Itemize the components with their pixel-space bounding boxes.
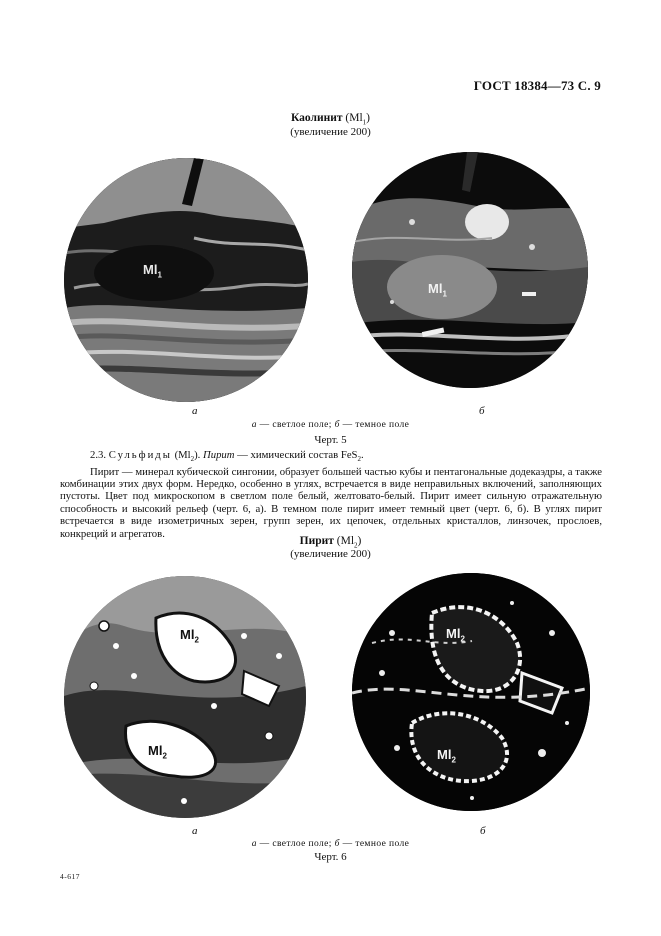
- figure5-magnification: (увеличение 200): [290, 126, 371, 138]
- figure6-mineral-label-b2-sub: 2: [451, 755, 456, 765]
- paragraph-2-3: [60, 449, 602, 466]
- figure5-mineral-label-a-text: Ml: [143, 262, 158, 277]
- figure5-title: [0, 112, 661, 126]
- figure5-title-close: ): [366, 112, 370, 124]
- paragraph-pyrite: Пирит — минерал кубической сингонии, образует большей частью кубы и пентагональные додекаэдры, а также комбинации этих двух форм. Нередко, особенно в углях, встречается в виде неправильных включений, заполняющих пустоты. Цвет под микроскопом в светлом поле белый, желтовато-белый. Пирит имеет сильную отражательную способность и высокий рельеф (черт. 6, а). В темном поле пирит имеет темный цвет (черт. 6, б). В углях пирит встречается в виде изометричных зерен, групп зерен, их цепочек, отдельных кристаллов, линзочек, прослоев, конкреций и агрегатов.: [60, 465, 602, 540]
- figure5-mineral-label-b-sub: 1: [442, 289, 447, 299]
- figure5-mineral-label-a: [143, 262, 162, 280]
- figure5-mineral-label-a-sub: 1: [157, 270, 162, 280]
- figure5-title-sub: 1: [362, 118, 367, 127]
- figure6-legend: [0, 839, 661, 849]
- figure5-legend: [0, 420, 661, 430]
- figure5-caption: Черт. 5: [314, 434, 347, 446]
- section-number: 2.3.: [90, 449, 109, 461]
- figure6-mineral-label-b1: [446, 626, 465, 644]
- figure5-legend-a: а: [251, 420, 257, 430]
- figure6-title-mark: (Ml: [336, 535, 355, 547]
- figure5-legend-b: б: [334, 420, 340, 430]
- figure6-legend-a: а: [251, 839, 257, 849]
- section-mark-sub: 2: [190, 455, 195, 464]
- figure5-mineral-label-b-text: Ml: [428, 281, 443, 296]
- figure6-mineral-label-a1-sub: 2: [194, 635, 199, 645]
- figure5-legend-b-text: — темное поле: [339, 420, 410, 430]
- section-mark: (Ml: [171, 449, 191, 461]
- figure6-micrograph-a: [64, 576, 306, 818]
- figure6-legend-a-text: — светлое поле;: [256, 839, 335, 849]
- page-header: ГОСТ 18384—73 С. 9: [473, 78, 601, 93]
- figure6-title-close: ): [357, 535, 362, 547]
- figure6-mineral-label-a2-text: Ml: [148, 743, 163, 758]
- figure5-micrograph-a: [64, 158, 308, 402]
- figure6-mineral-label-b1-text: Ml: [446, 626, 461, 641]
- footer-code: 4-617: [60, 872, 80, 881]
- figure5-title-name: Каолинит: [291, 112, 343, 124]
- section-mineral: Пирит: [203, 449, 235, 461]
- body-text: [60, 449, 602, 540]
- figure5-mineral-label-b: [428, 281, 447, 299]
- figure6-label-b: б: [480, 825, 486, 837]
- section-formula-sub: 2: [357, 455, 362, 464]
- figure6-legend-b-text: — темное поле: [339, 839, 410, 849]
- figure6-mineral-label-a2: [148, 743, 167, 761]
- section-mark-close: ).: [194, 449, 204, 461]
- figure6-mineral-label-b1-sub: 2: [460, 634, 465, 644]
- section-end: .: [361, 449, 364, 461]
- figure6-micrograph-b: [352, 573, 590, 811]
- figure6-title-name: Пирит: [299, 535, 334, 547]
- figure5-label-b: б: [479, 405, 485, 417]
- figure6-mineral-label-a1: [180, 627, 199, 645]
- section-formula: — химический состав FeS: [234, 449, 358, 461]
- figure6-magnification: (увеличение 200): [290, 548, 371, 560]
- figure6-legend-b: б: [334, 839, 340, 849]
- figure6-label-a: а: [192, 825, 198, 837]
- figure6-mineral-label-a2-sub: 2: [162, 751, 167, 761]
- figure6-mineral-label-b2: [437, 747, 456, 765]
- figure5-micrograph-b: [352, 152, 588, 388]
- figure5-title-mark: (Ml: [345, 112, 363, 124]
- figure6-title-sub: 2: [354, 541, 358, 550]
- figure5-label-a: а: [192, 405, 198, 417]
- figure6-mineral-label-b2-text: Ml: [437, 747, 452, 762]
- figure5-legend-a-text: — светлое поле;: [256, 420, 335, 430]
- section-title: Сульфиды: [108, 449, 172, 461]
- figure6-mineral-label-a1-text: Ml: [180, 627, 195, 642]
- figure6-caption: Черт. 6: [314, 851, 347, 863]
